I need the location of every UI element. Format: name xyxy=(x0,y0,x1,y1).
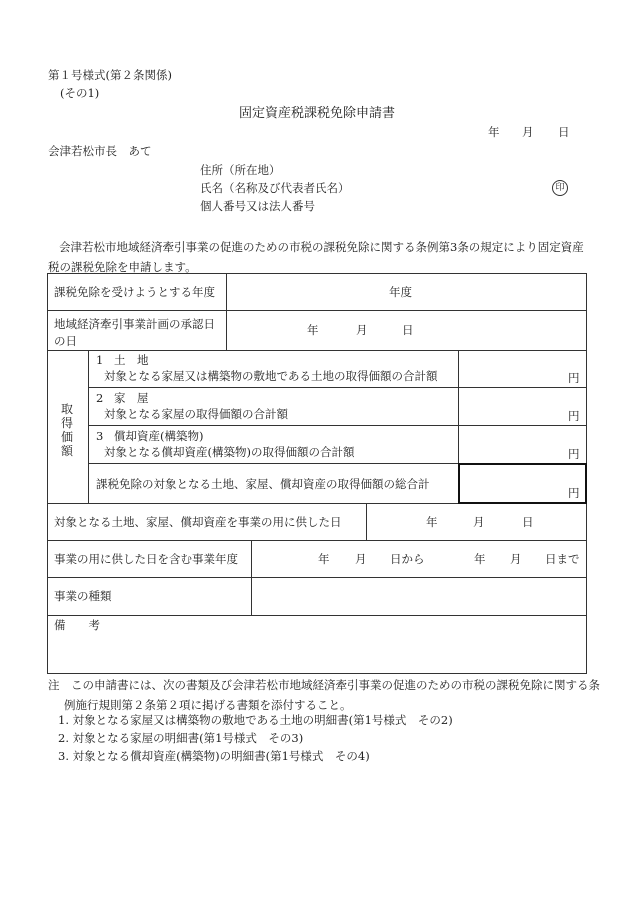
attachment-item: 1. 対象となる家屋又は構築物の敷地である土地の明細書(第1号様式 その2) xyxy=(58,713,453,727)
column-divider xyxy=(226,274,227,350)
attachment-item: 3. 対象となる償却資産(構築物)の明細書(第1号様式 その4) xyxy=(58,749,370,763)
row-divider xyxy=(48,615,586,616)
attachment-item: 2. 対象となる家屋の明細書(第1号様式 その3) xyxy=(58,731,304,745)
to-year: 年 xyxy=(474,552,486,566)
item-number: 1 xyxy=(96,353,104,367)
fiscal-year-label: 課税免除を受けようとする年度 xyxy=(54,285,215,299)
approval-date-label: 地域経済牽引事業計画の承認日の日 xyxy=(54,317,215,348)
from-day: 日から xyxy=(390,552,425,566)
approval-date-day: 日 xyxy=(402,323,414,337)
approval-date-month: 月 xyxy=(356,323,368,337)
item-desc-building: 対象となる家屋の取得価額の合計額 xyxy=(104,407,288,421)
applicant-name-label: 氏名（名称及び代表者氏名） xyxy=(200,181,350,195)
attachment-note: 注 この申請書には、次の書類及び会津若松市地域経済牽引事業の促進のための市税の課税免除に関する条例施行規則第２条第２項に掲げる書類を添付すること。 xyxy=(48,678,600,712)
yen-unit: 円 xyxy=(568,486,580,500)
remarks-label: 備 考 xyxy=(54,618,100,632)
column-divider xyxy=(88,350,89,503)
row-divider xyxy=(88,425,586,426)
item-title-land: 土 地 xyxy=(114,353,149,367)
item-number: 2 xyxy=(96,391,104,405)
business-type-label: 事業の種類 xyxy=(54,589,112,603)
item-title-depreciable: 償却資産(構築物) xyxy=(114,429,204,443)
use-date-year: 年 xyxy=(426,515,438,529)
total-amount-label: 課税免除の対象となる土地、家屋、償却資産の取得価額の総合計 xyxy=(96,477,430,491)
intro-paragraph: 会津若松市地域経済牽引事業の促進のための市税の課税免除に関する条例第3条の規定により固定資産税の課税免除を申請します。 xyxy=(48,240,584,274)
item-number: 3 xyxy=(96,429,104,443)
row-divider xyxy=(48,540,586,541)
yen-unit: 円 xyxy=(568,409,580,423)
use-date-month: 月 xyxy=(473,515,485,529)
applicant-address-label: 住所（所在地） xyxy=(200,163,281,177)
row-divider xyxy=(88,387,586,388)
date-year: 年 xyxy=(488,125,500,139)
approval-date-year: 年 xyxy=(307,323,319,337)
page-title: 固定資産税課税免除申請書 xyxy=(239,106,396,121)
column-divider xyxy=(458,350,459,463)
item-title-building: 家 屋 xyxy=(114,391,149,405)
column-divider xyxy=(366,503,367,540)
application-form-table xyxy=(47,273,587,674)
addressee: 会津若松市長 あて xyxy=(48,144,152,158)
to-day: 日まで xyxy=(545,552,580,566)
row-divider xyxy=(48,577,586,578)
fiscal-year-value: 年度 xyxy=(389,285,412,299)
row-divider xyxy=(48,350,586,351)
form-number: 第１号様式(第２条関係) xyxy=(48,68,172,82)
form-sub-number: (その1) xyxy=(60,86,100,100)
item-desc-land: 対象となる家屋又は構築物の敷地である土地の取得価額の合計額 xyxy=(104,369,438,383)
item-desc-depreciable: 対象となる償却資産(構築物)の取得価額の合計額 xyxy=(104,445,355,459)
date-day: 日 xyxy=(558,125,570,139)
to-month: 月 xyxy=(510,552,522,566)
acquisition-price-heading: 取得価額 xyxy=(60,402,73,458)
yen-unit: 円 xyxy=(568,447,580,461)
applicant-number-label: 個人番号又は法人番号 xyxy=(200,199,315,213)
column-divider xyxy=(251,540,252,615)
use-date-day: 日 xyxy=(522,515,534,529)
use-date-label: 対象となる土地、家屋、償却資産を事業の用に供した日 xyxy=(54,515,342,529)
yen-unit: 円 xyxy=(568,371,580,385)
seal-mark: 印 xyxy=(552,180,568,196)
date-month: 月 xyxy=(522,125,534,139)
from-month: 月 xyxy=(355,552,367,566)
business-year-label: 事業の用に供した日を含む事業年度 xyxy=(54,552,238,566)
row-divider xyxy=(48,310,586,311)
from-year: 年 xyxy=(318,552,330,566)
